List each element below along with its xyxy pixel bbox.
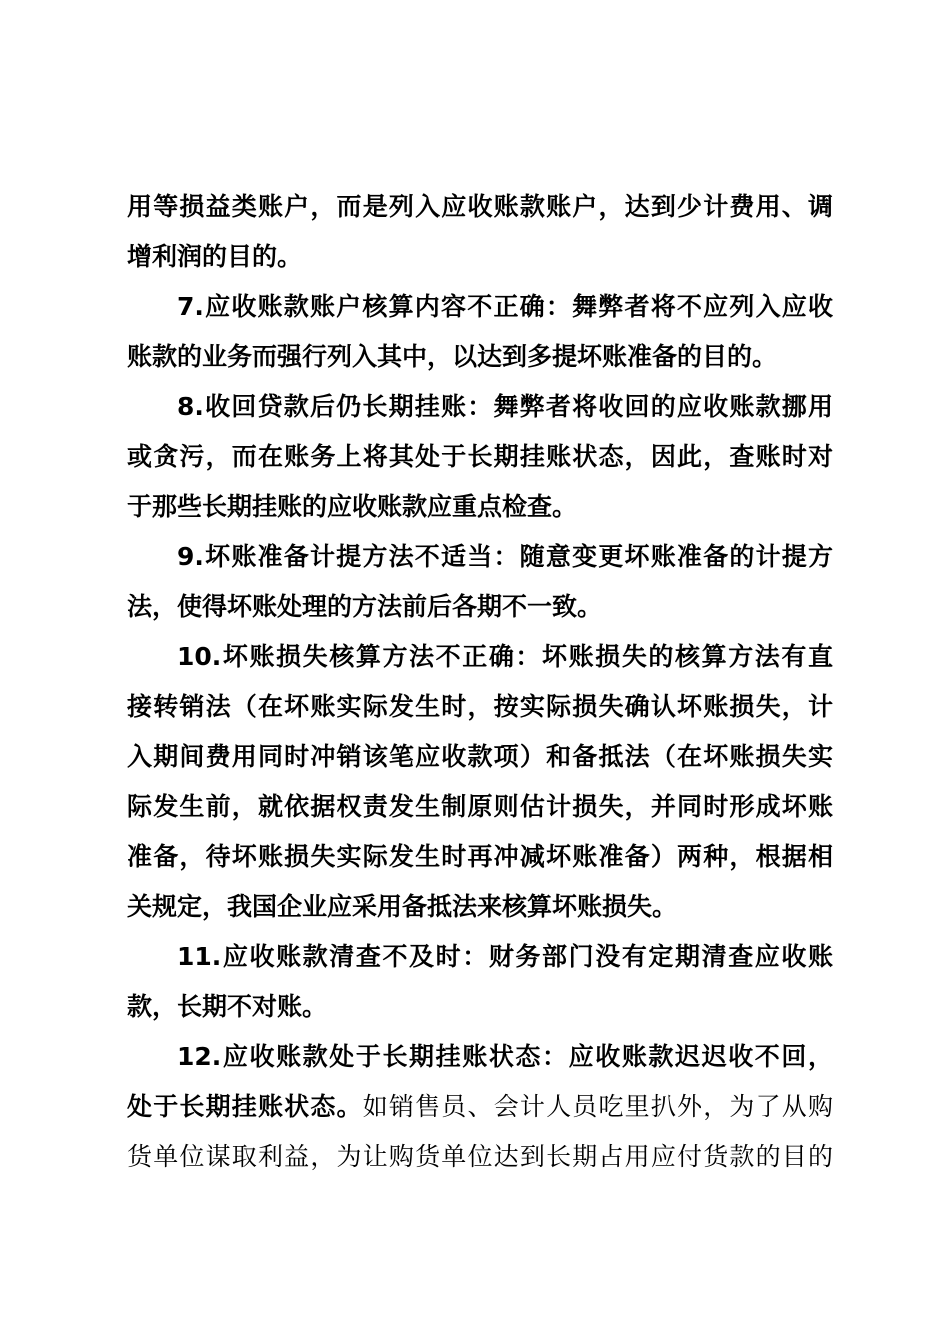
text-line: 货单位谋取利益，为让购货单位达到长期占用应付货款的目的 [127,1142,833,1171]
text-line: 或贪污，而在账务上将其处于长期挂账状态，因此，查账时对 [127,442,833,471]
text-line: 接转销法（在坏账实际发生时，按实际损失确认坏账损失，计 [127,692,833,721]
text-line: 法，使得坏账处理的方法前后各期不一致。 [127,592,603,621]
paragraph-6-tail [127,182,833,282]
text-line: 关规定，我国企业应采用备抵法来核算坏账损失。 [127,892,678,921]
paragraph-11 [127,932,833,1032]
document-body [127,182,833,1182]
text-line: 款，长期不对账。 [127,992,328,1021]
text-line-mixed [127,1082,833,1132]
text-line: 10.坏账损失核算方法不正确：坏账损失的核算方法有直 [177,642,833,671]
text-line: 际发生前，就依据权责发生制原则估计损失，并同时形成坏账 [127,792,833,821]
text-line: 于那些长期挂账的应收账款应重点检查。 [127,492,578,521]
text-line: 增利润的目的。 [127,242,303,271]
normal-run: 如销售员、会计人员吃里扒外，为了从购 [362,1092,833,1121]
text-line: 12.应收账款处于长期挂账状态：应收账款迟迟收不回， [177,1042,833,1071]
paragraph-7 [127,282,833,382]
text-line: 账款的业务而强行列入其中，以达到多提坏账准备的目的。 [127,342,778,371]
bold-run: 处于长期挂账状态。 [127,1092,363,1121]
paragraph-10 [127,632,833,932]
paragraph-9 [127,532,833,632]
text-line: 入期间费用同时冲销该笔应收款项）和备抵法（在坏账损失实 [127,742,833,771]
text-line: 11.应收账款清查不及时：财务部门没有定期清查应收账 [177,942,833,971]
text-line: 用等损益类账户，而是列入应收账款账户，达到少计费用、调 [127,192,833,221]
paragraph-8 [127,382,833,532]
paragraph-12 [127,1032,833,1182]
text-line: 准备，待坏账损失实际发生时再冲减坏账准备）两种，根据相 [127,842,833,871]
text-line: 9.坏账准备计提方法不适当：随意变更坏账准备的计提方 [177,542,833,571]
text-line: 7.应收账款账户核算内容不正确：舞弊者将不应列入应收 [177,292,833,321]
text-line: 8.收回贷款后仍长期挂账：舞弊者将收回的应收账款挪用 [177,392,833,421]
